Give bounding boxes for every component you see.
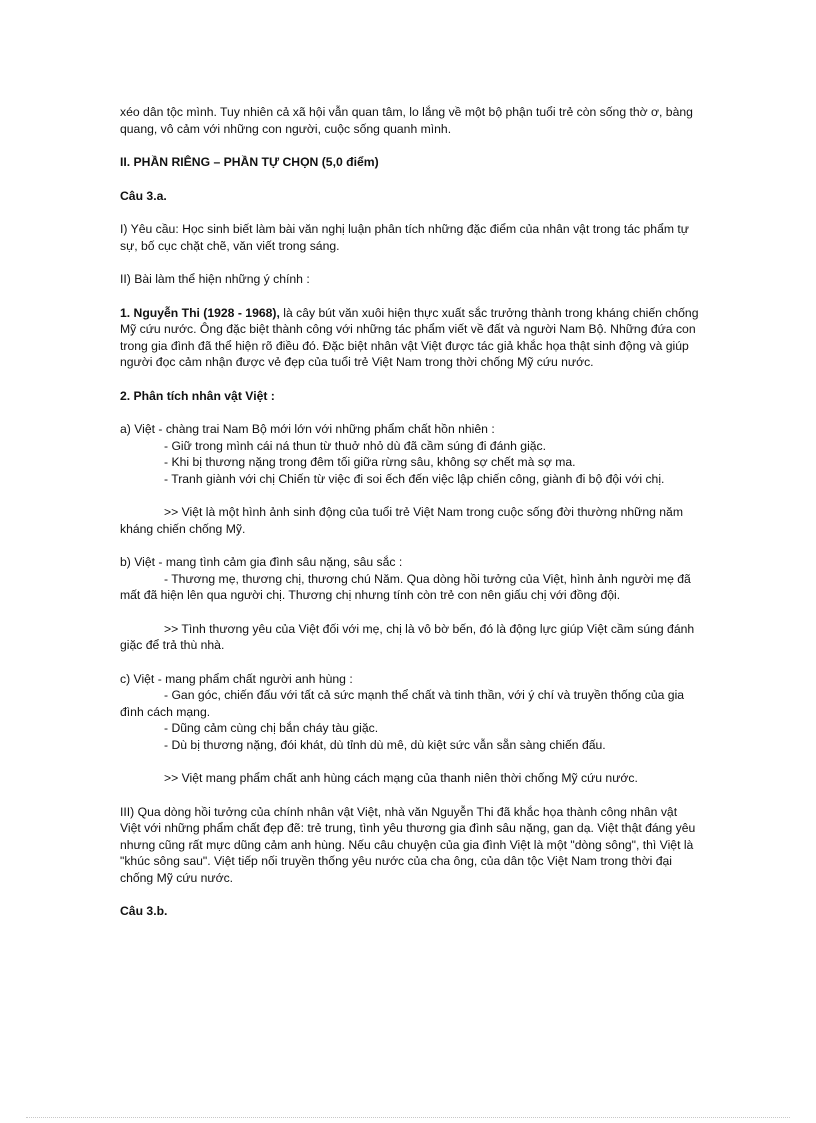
main-points-intro: II) Bài làm thể hiện những ý chính : — [120, 272, 310, 286]
page-bottom-divider — [26, 1117, 790, 1118]
subsection-c-conclusion: >> Việt mang phẩm chất anh hùng cách mạng của thanh niên thời chống Mỹ cứu nước. — [164, 771, 638, 785]
list-item: - Dũng cảm cùng chị bắn cháy tàu giặc. — [164, 721, 379, 735]
list-item: - Gan góc, chiến đấu với tất cả sức mạnh thể chất và tinh thần, với ý chí và truyền thống của gia đình cách mạng. — [120, 688, 685, 719]
point-2-heading: 2. Phân tích nhân vật Việt : — [120, 388, 275, 403]
intro-paragraph: xéo dân tộc mình. Tuy nhiên cả xã hội vẫn quan tâm, lo lắng về một bộ phận tuổi trẻ còn sống thờ ơ, bàng quang, vô cảm với những con người, cuộc sống quanh mình. — [120, 105, 693, 136]
list-item: - Tranh giành với chị Chiến từ việc đi soi ếch đến việc lập chiến công, giành đi bộ đội với chị. — [164, 471, 665, 486]
subsection-b-title: b) Việt - mang tình cảm gia đình sâu nặng, sâu sắc : — [120, 555, 403, 569]
list-item: - Giữ trong mình cái ná thun từ thuở nhỏ dù đã cầm súng đi đánh giặc. — [164, 438, 547, 453]
requirement-paragraph: I) Yêu cầu: Học sinh biết làm bài văn nghị luận phân tích những đặc điểm của nhân vật trong tác phẩm tự sự, bố cục chặt chẽ, văn viết trong sáng. — [120, 222, 689, 253]
question-3b-heading: Câu 3.b. — [120, 904, 168, 918]
section-heading: II. PHẦN RIÊNG – PHẦN TỰ CHỌN (5,0 điểm) — [120, 155, 379, 169]
subsection-b-conclusion: >> Tình thương yêu của Việt đối với mẹ, chị là vô bờ bến, đó là động lực giúp Việt cầm súng đánh giặc để trả thù nhà. — [120, 621, 695, 652]
list-item: - Khi bị thương nặng trong đêm tối giữa rừng sâu, không sợ chết mà sợ ma. — [164, 455, 576, 469]
question-3a-heading: Câu 3.a. — [120, 188, 167, 203]
document-body — [120, 104, 700, 920]
list-item: - Dù bị thương nặng, đói khát, dù tỉnh dù mê, dù kiệt sức vẫn sẵn sàng chiến đấu. — [164, 737, 606, 752]
list-item: - Thương mẹ, thương chị, thương chú Năm. Qua dòng hồi tưởng của Việt, hình ảnh người mẹ đã mất đã hiện lên qua người chị. Thương chị nhưng tính còn trẻ con nên giấu chị với đồng đội. — [120, 571, 691, 602]
subsection-c-title: c) Việt - mang phẩm chất người anh hùng : — [120, 671, 353, 686]
author-name: 1. Nguyễn Thi (1928 - 1968), — [120, 305, 280, 320]
subsection-a-conclusion: >> Việt là một hình ảnh sinh động của tuổi trẻ Việt Nam trong cuộc sống đời thường những năm kháng chiến chống Mỹ. — [120, 505, 683, 536]
point-1-paragraph — [120, 305, 700, 371]
point-1-text: là cây bút văn xuôi hiện thực xuất sắc trưởng thành trong kháng chiến chống Mỹ cứu nước. Ông đặc biệt thành công với những tác phẩm viết về đất và người Nam Bộ. Những đứa con trong gia đình đã thể hiện rõ điều đó. Đặc biệt nhân vật Việt được tác giả khắc họa thật sinh động và giúp người đọc cảm nhận được vẻ đẹp của tuổi trẻ Việt Nam trong thời chống Mỹ cứu nước. — [120, 305, 699, 369]
conclusion-paragraph: III) Qua dòng hồi tưởng của chính nhân vật Việt, nhà văn Nguyễn Thi đã khắc họa thành công nhân vật Việt với những phẩm chất đẹp đẽ: trẻ trung, tình yêu thương gia đình sâu nặng, gan dạ. Việt thật đáng yêu nhưng cũng rất mực dũng cảm anh hùng. Nếu câu chuyện của gia đình Việt là một "dòng sông", thì Việt là "khúc sông sau". Việt tiếp nối truyền thống yêu nước của cha ông, của dân tộc Việt Nam trong thời đại chống Mỹ cứu nước. — [120, 804, 696, 885]
subsection-a-title: a) Việt - chàng trai Nam Bộ mới lớn với những phẩm chất hồn nhiên : — [120, 422, 495, 436]
